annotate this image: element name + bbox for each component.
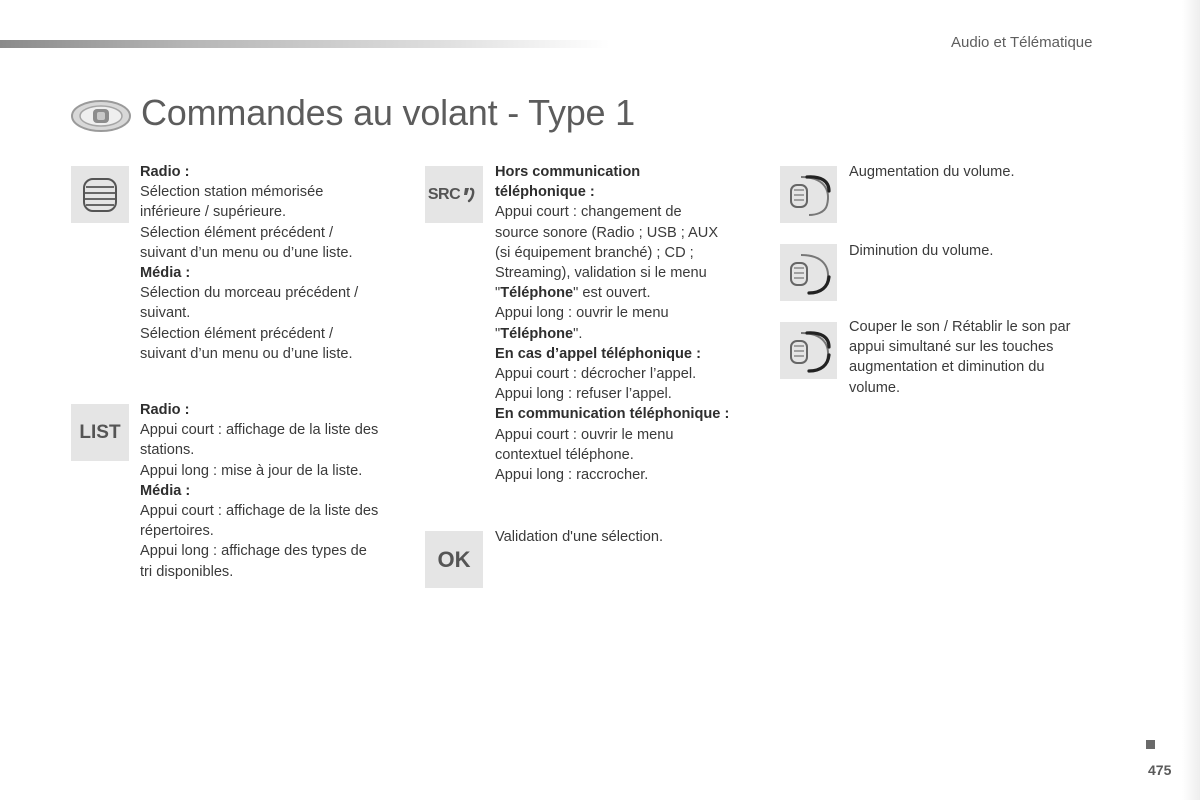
text-line: suivant d’un menu ou d’une liste. <box>140 244 353 261</box>
page-title: Commandes au volant - Type 1 <box>141 92 636 133</box>
page-marker <box>1146 740 1155 749</box>
list-button <box>71 404 129 461</box>
text-line: Sélection station mémorisée <box>140 184 324 201</box>
radio-heading: Radio : <box>140 402 190 418</box>
text-line: contextuel téléphone. <box>495 446 634 463</box>
header-gradient-bar <box>0 40 610 48</box>
text-line: Appui long : affichage des types de <box>140 543 367 560</box>
text-line: Augmentation du volume. <box>849 164 1015 180</box>
text-line: inférieure / supérieure. <box>140 204 287 221</box>
heading: En communication téléphonique : <box>495 406 730 423</box>
text-line: stations. <box>140 442 195 459</box>
text-line: suivant. <box>140 305 191 322</box>
text-line: Validation d'une sélection. <box>495 529 664 545</box>
telephone-term: Téléphone <box>500 285 574 302</box>
volume-up-rocker-icon <box>785 171 833 219</box>
src-description <box>495 162 729 485</box>
page-edge-shade <box>1182 0 1200 800</box>
volume-up-button <box>780 166 837 223</box>
text-line: répertoires. <box>140 523 214 540</box>
text-line <box>495 324 729 344</box>
text-line: Couper le son / Rétablir le son par <box>849 319 1071 335</box>
text-line: Appui court : affichage de la liste des <box>140 422 379 439</box>
media-heading: Média : <box>140 265 191 282</box>
text-line: Appui long : mise à jour de la liste. <box>140 462 363 479</box>
text-line: augmentation et diminution du <box>849 359 1045 376</box>
text-line: (si équipement branché) ; CD ; <box>495 244 694 261</box>
text-line: Appui long : ouvrir le menu <box>495 305 669 322</box>
text-line <box>495 283 729 303</box>
text-line: Appui court : décrocher l’appel. <box>495 366 697 383</box>
src-label: SRC <box>427 185 461 203</box>
heading: En cas d’appel téléphonique : <box>495 345 701 362</box>
volume-up-description <box>849 162 1015 182</box>
scroll-wheel-icon <box>80 175 120 215</box>
volume-down-button <box>780 244 837 301</box>
telephone-term: Téléphone <box>500 325 574 342</box>
heading: téléphonique : <box>495 184 595 201</box>
media-heading: Média : <box>140 482 191 499</box>
text-line: Appui court : changement de <box>495 204 682 221</box>
scroll-wheel-description <box>140 162 358 364</box>
page-number: 475 <box>1148 762 1172 778</box>
text-line: Sélection élément précédent / <box>140 325 334 342</box>
text-line: Appui long : refuser l’appel. <box>495 386 672 403</box>
text-fragment: " est ouvert. <box>573 285 651 302</box>
text-line: Appui court : ouvrir le menu <box>495 426 674 443</box>
text-line: Diminution du volume. <box>849 243 994 259</box>
ok-description <box>495 527 663 547</box>
text-line: appui simultané sur les touches <box>849 339 1054 356</box>
mute-button <box>780 322 837 379</box>
text-line: Streaming), validation si le menu <box>495 265 707 282</box>
list-label: LIST <box>79 421 121 443</box>
ok-button <box>425 531 483 588</box>
mute-description <box>849 317 1070 398</box>
text-line: volume. <box>849 379 901 396</box>
text-line: Appui long : raccrocher. <box>495 467 649 484</box>
steering-controls-icon <box>70 98 132 134</box>
quote-mark: " <box>495 285 501 302</box>
heading: Hors communication <box>495 164 641 180</box>
section-header: Audio et Télématique <box>951 34 1093 51</box>
text-line: Appui court : affichage de la liste des <box>140 503 379 520</box>
src-phone-button <box>425 166 483 223</box>
text-line: Sélection du morceau précédent / <box>140 285 359 302</box>
scroll-wheel-button <box>71 166 129 223</box>
list-description <box>140 400 378 582</box>
text-line: Sélection élément précédent / <box>140 224 334 241</box>
text-fragment: ". <box>573 325 583 342</box>
volume-down-description <box>849 241 993 261</box>
ok-label: OK <box>437 546 471 572</box>
quote-mark: " <box>495 325 501 342</box>
mute-rocker-icon <box>785 327 833 375</box>
text-line: suivant d’un menu ou d’une liste. <box>140 345 353 362</box>
volume-down-rocker-icon <box>785 249 833 297</box>
text-line: source sonore (Radio ; USB ; AUX <box>495 224 719 241</box>
radio-heading: Radio : <box>140 164 190 180</box>
phone-handset-icon <box>462 186 480 204</box>
text-line: tri disponibles. <box>140 563 234 580</box>
